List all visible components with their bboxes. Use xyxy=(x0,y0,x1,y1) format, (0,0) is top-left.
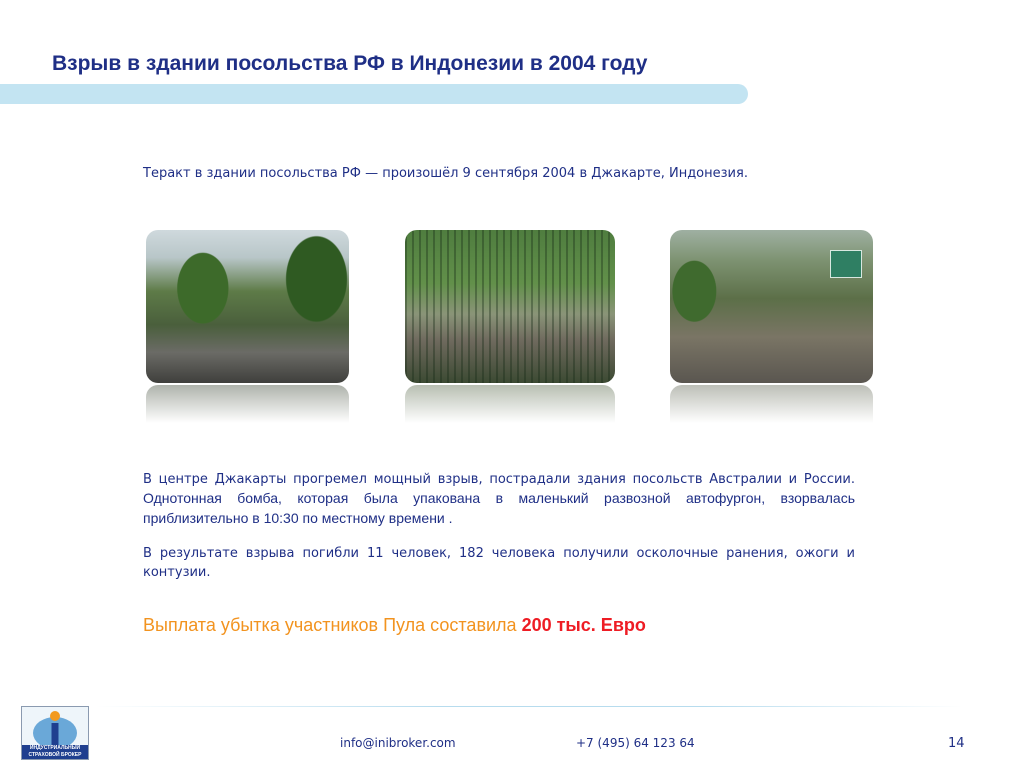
photo-street-scene xyxy=(146,230,349,423)
photo-street-image xyxy=(146,230,349,383)
title-accent-bar xyxy=(0,84,748,104)
page-number: 14 xyxy=(948,736,965,751)
paragraph-casualties: В результате взрыва погибли 11 человек, 182 человека получили осколочные ранения, ожоги и контузии. xyxy=(143,546,855,580)
footer-phone: +7 (495) 64 123 64 xyxy=(576,736,695,750)
logo-text: ИНДУСТРИАЛЬНЫЙ СТРАХОВОЙ БРОКЕР xyxy=(22,745,88,759)
intro-text: Теракт в здании посольства РФ — произошёл 9 сентября 2004 в Джакарте, Индонезия. xyxy=(143,166,748,181)
photo-blast-image xyxy=(670,230,873,383)
photo-crowd-reflection xyxy=(405,385,615,423)
payment-amount: 200 тыс. Евро xyxy=(521,615,646,635)
payment-line xyxy=(143,615,646,636)
photo-blast-reflection xyxy=(670,385,873,423)
paragraph-explosion-part1: В центре Джакарты прогремел мощный взрыв, пострадали здания посольств Австралии и России. xyxy=(143,472,855,487)
logo-i-icon xyxy=(22,707,88,747)
footer-divider xyxy=(95,706,963,707)
photo-embassy-crowd xyxy=(405,230,615,423)
photo-blast-site xyxy=(670,230,873,423)
paragraph-explosion-part2: Однотонная бомба, которая была упакована в маленький развозной автофургон, взорвалась приблизительно в 10:30 по местному времени . xyxy=(143,490,855,526)
road-sign-graphic xyxy=(830,250,862,278)
photo-street-reflection xyxy=(146,385,349,423)
footer-email-link[interactable]: info@inibroker.com xyxy=(340,736,456,750)
paragraph-explosion-description xyxy=(143,469,855,529)
company-logo xyxy=(21,706,89,760)
slide-title: Взрыв в здании посольства РФ в Индонезии в 2004 году xyxy=(52,52,648,75)
photo-crowd-image xyxy=(405,230,615,383)
payment-text: Выплата убытка участников Пула составила xyxy=(143,615,522,635)
